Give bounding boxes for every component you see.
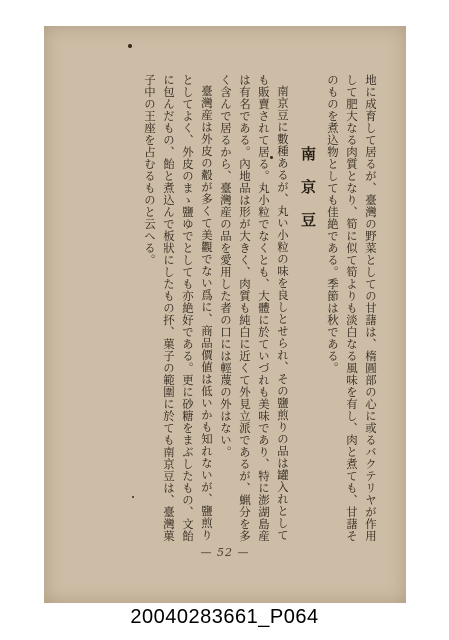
ink-speck	[128, 44, 132, 48]
paragraph-sweet-potato: 地に成育して居るが、臺灣の野菜としての甘藷は、楕圓部の心に或るバクテリヤが作用して肥大なる肉質となり、筍に似て筍よりも淡白なる風味を有し、肉と煮ても、甘藷そのものを煮込物としても佳絶である。季節は秋である。	[326, 74, 378, 542]
vertical-text-block	[68, 74, 380, 544]
page-number: — 52 —	[200, 546, 250, 559]
section-heading: 南京豆	[299, 146, 317, 245]
paragraph-peanut-varieties: 南京豆に數種あるが、丸い小粒の味を良しとせられ、その鹽煎りの品は罐入れとしても販賣されて居る。丸小粒でなくとも、大體に於ていづれも美味であり、特に澎湖島産は有名である。內地品は形が大きく、肉質も純白に近くて外見立派であるが、蝋分を多く含んで居るから、臺灣産の品を愛用した者の口には輕蔑の外はない。	[219, 74, 290, 542]
paragraph-taiwan-peanuts: 臺灣産は外皮の觳が多くて美觀でない爲に、商品價値は低いかも知れないが、鹽煎りとしてよく、外皮のまゝ鹽ゆでとしても亦絶好である。更に砂糖をまぶしたもの、文飴に包んだもの、飴と煮込んで板狀にしたもの抔、菓子の範圍に於ても南京豆は、臺灣菓子中の王座を占むるものと云へる。	[143, 74, 214, 542]
scanned-page	[44, 26, 406, 603]
image-caption: 20040283661_P064	[130, 606, 319, 628]
